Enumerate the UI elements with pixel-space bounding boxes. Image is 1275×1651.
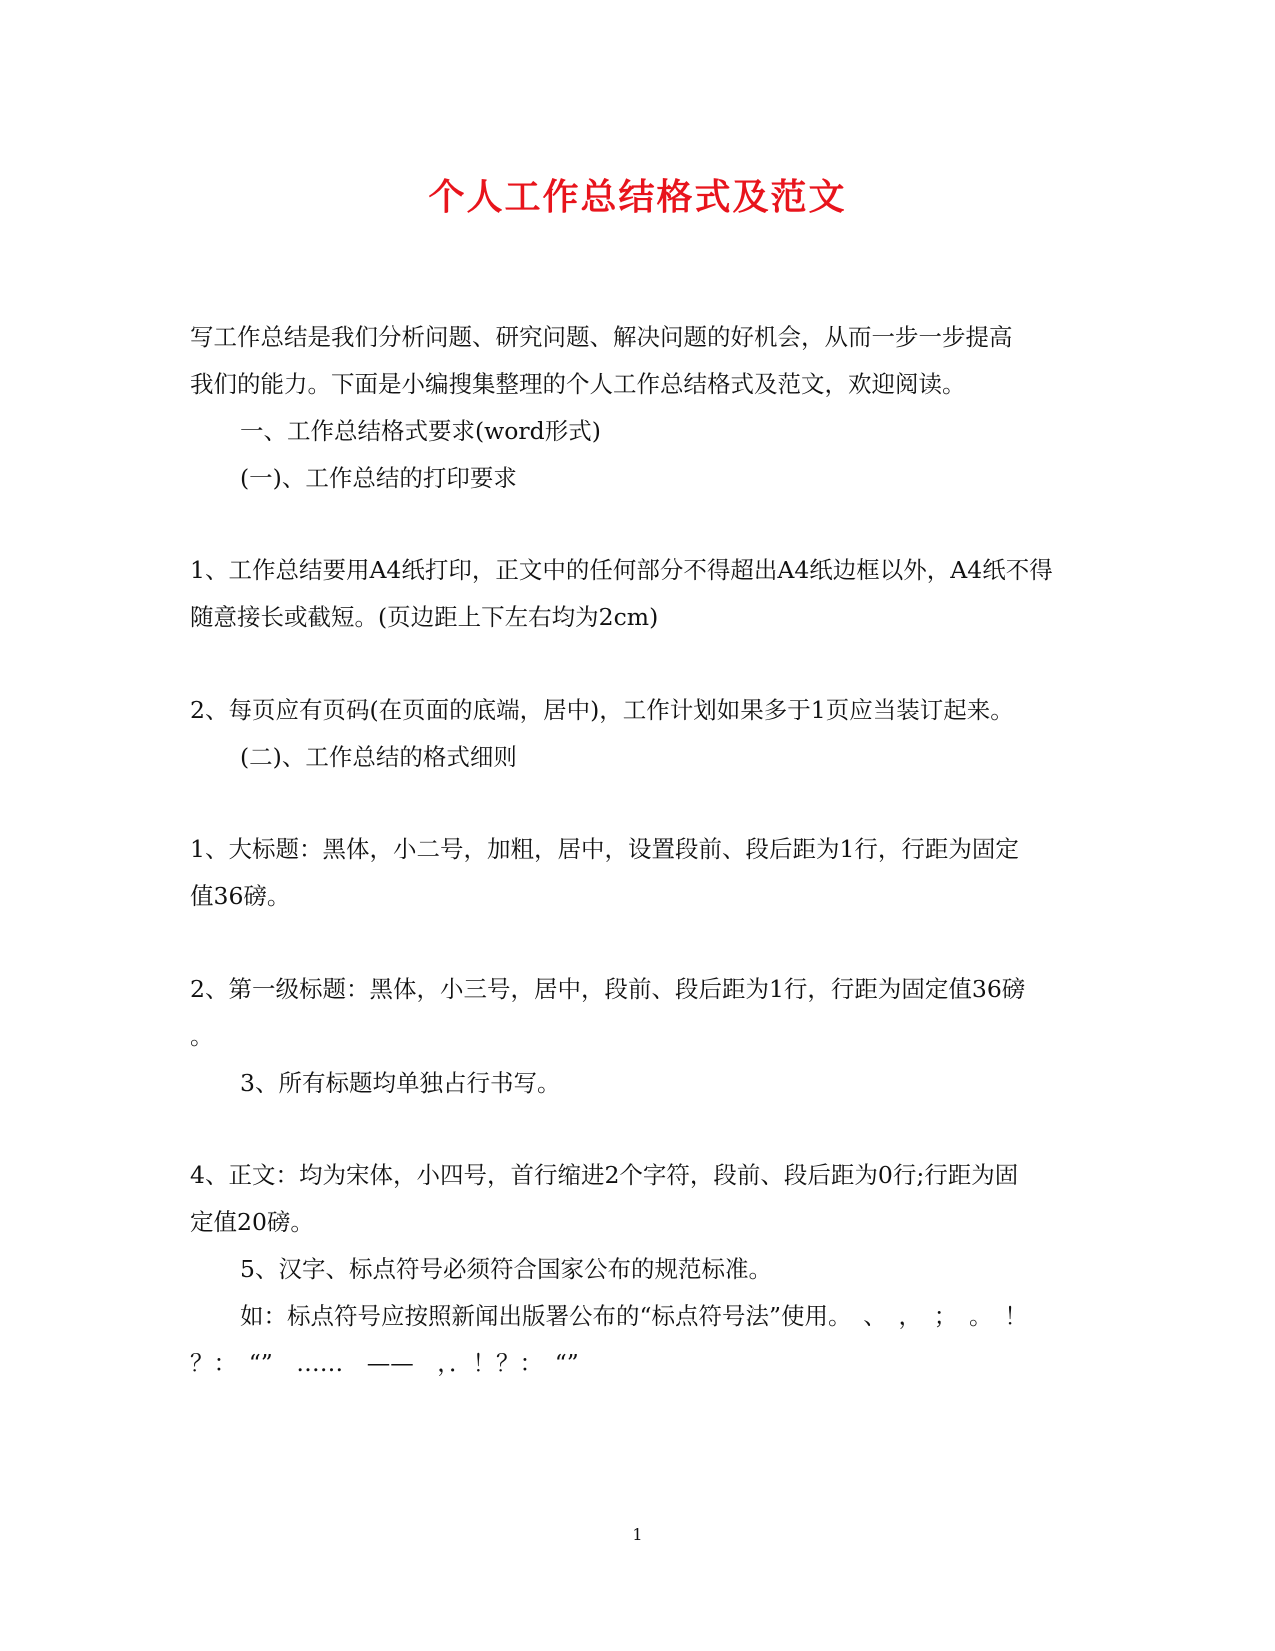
section-heading: 一、工作总结格式要求(word形式) xyxy=(240,417,601,445)
paragraph-line: ？： “” …… —— ，．！？： “” xyxy=(190,1349,579,1377)
paragraph-line: 写工作总结是我们分析问题、研究问题、解决问题的好机会，从而一步一步提高 xyxy=(190,323,1013,351)
paragraph-line: 1、大标题：黑体，小二号，加粗，居中，设置段前、段后距为1行，行距为固定 xyxy=(190,835,1019,863)
paragraph-line: 2、第一级标题：黑体，小三号，居中，段前、段后距为1行，行距为固定值36磅 xyxy=(190,975,1026,1003)
paragraph-line: 3、所有标题均单独占行书写。 xyxy=(240,1069,561,1097)
subsection-heading: (二)、工作总结的格式细则 xyxy=(240,743,517,771)
subsection-heading: (一)、工作总结的打印要求 xyxy=(240,464,517,492)
paragraph-line: 我们的能力。下面是小编搜集整理的个人工作总结格式及范文，欢迎阅读。 xyxy=(190,370,966,398)
paragraph-line: 定值20磅。 xyxy=(190,1208,314,1236)
paragraph-line: 5、汉字、标点符号必须符合国家公布的规范标准。 xyxy=(240,1255,772,1283)
document-title: 个人工作总结格式及范文 xyxy=(428,177,847,218)
paragraph-line: 值36磅。 xyxy=(190,882,291,910)
paragraph-line: 4、正文：均为宋体，小四号，首行缩进2个字符，段前、段后距为0行;行距为固 xyxy=(190,1161,1019,1189)
paragraph-line: 。 xyxy=(190,1022,214,1050)
paragraph-line: 1、工作总结要用A4纸打印，正文中的任何部分不得超出A4纸边框以外，A4纸不得 xyxy=(190,556,1053,584)
paragraph-line: 2、每页应有页码(在页面的底端，居中)，工作计划如果多于1页应当装订起来。 xyxy=(190,696,1014,724)
page-number: 1 xyxy=(632,1525,643,1544)
paragraph-line: 随意接长或截短。(页边距上下左右均为2cm) xyxy=(190,603,659,631)
paragraph-line: 如：标点符号应按照新闻出版署公布的“标点符号法”使用。 、 ， ； 。 ！ xyxy=(240,1302,1028,1330)
